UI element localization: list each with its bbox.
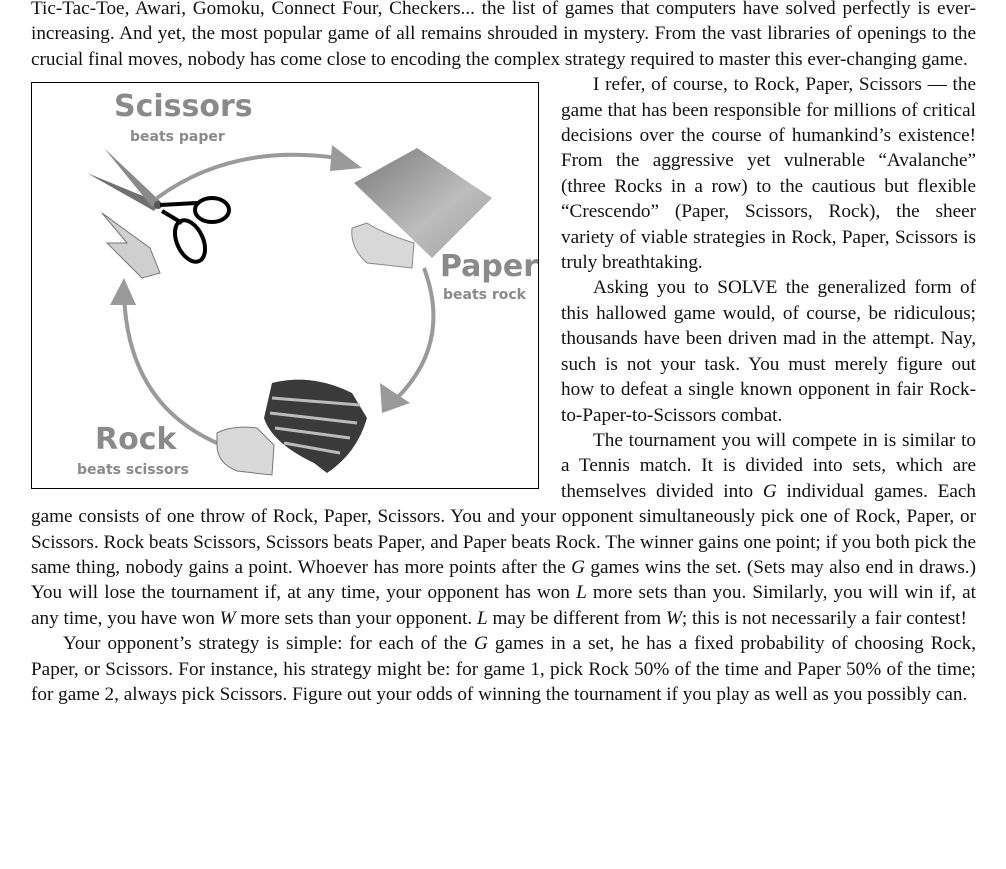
rock-sublabel: beats scissors [77,462,189,479]
arrow-scissors-to-paper [157,155,337,198]
scissors-sublabel: beats paper [130,129,225,146]
variable-g: G [474,633,488,655]
paper-sublabel: beats rock [443,287,526,304]
text-span: ; this is not necessarily a fair contest! [681,607,967,629]
scissors-icon [87,148,229,266]
paragraph-task: Asking you to SOLVE the generalized form of this hallowed game would, of course, be ridiculous; thousands have been driven mad in the attempt. Nay, such is not your task. You must merely figure out how to defeat a single known opponent in fair Rock-to-Paper-to-Scissors combat. [561,277,976,426]
arrow-paper-to-rock [397,268,433,398]
text-span: games wins the set. (Sets may also end in draws.) You will lose the tournament if, at any time, your opponent has won [31,556,976,604]
paper-label: Paper [440,249,538,285]
variable-w: W [219,607,236,629]
rock-paper-scissors-figure [31,82,539,489]
paragraph-rps-intro: I refer, of course, to Rock, Paper, Scissors — the game that has been responsible for millions of critical decisions over the course of humankind’s existence! From the aggressive yet vulnerable “Avalanche” (three Rocks in a row) to the cautious but flexible “Crescendo” (Paper, Scissors, Rock), the sheer variety of viable strategies in Rock, Paper, Scissors is truly breathtaking. [561,74,976,274]
scissors-label: Scissors [114,89,253,125]
text-span: more sets than your opponent. [235,607,478,629]
intro-paragraph: Tic-Tac-Toe, Awari, Gomoku, Connect Four, Checkers... the list of games that computers have solved perfectly is ever-increasing. And yet, the most popular game of all remains shrouded in mystery. From the vast libraries of openings to the crucial final moves, nobody has come close to encoding the complex strategy required to master this ever-changing game. [31,0,976,70]
variable-l: L [576,582,587,604]
arrowhead-paper-icon [330,145,362,171]
document-page [31,0,976,707]
variable-g: G [762,480,777,502]
text-span: Your opponent’s strategy is simple: for each of the [63,633,475,655]
variable-w: W [665,607,682,629]
text-span: The tournament you will compete in is similar to a Tennis match. It is divided into sets, which are themselves divided into [561,429,976,502]
paragraph-opponent-strategy [31,631,976,707]
arrowhead-scissors-icon [110,278,136,305]
rock-stone-icon [264,380,367,473]
text-span: individual games. Each game consists of one throw of Rock, Paper, Scissors. You and your opponent simultaneously pick one of Rock, Paper, or Scissors. Rock beats Scissors, Scissors beats Paper, and Paper beats Rock. The winner gains one point; if you both pick the same thing, nobody gains a point. Whoever has more points after the [31,480,976,578]
text-span: more sets than you. Similarly, you will win if, at any time, you have won [31,582,976,629]
text-span: games in a set, he has a fixed probability of choosing Rock, Paper, or Scissors. For instance, his strategy might be: for game 1, pick Rock 50% of the time and Paper 50% of the time; for game 2, always pick Scissors. Figure out your odds of winning the tournament if you play as well as you possibly can. [31,633,976,705]
arrow-rock-to-scissors [124,293,217,443]
variable-g: G [571,556,585,578]
fist-hand-icon [217,427,274,475]
v-sign-hand-icon [102,213,160,278]
rps-cycle-diagram [32,83,538,488]
text-span: may be different from [487,607,666,629]
rock-label: Rock [95,422,177,458]
variable-l: L [477,607,488,629]
